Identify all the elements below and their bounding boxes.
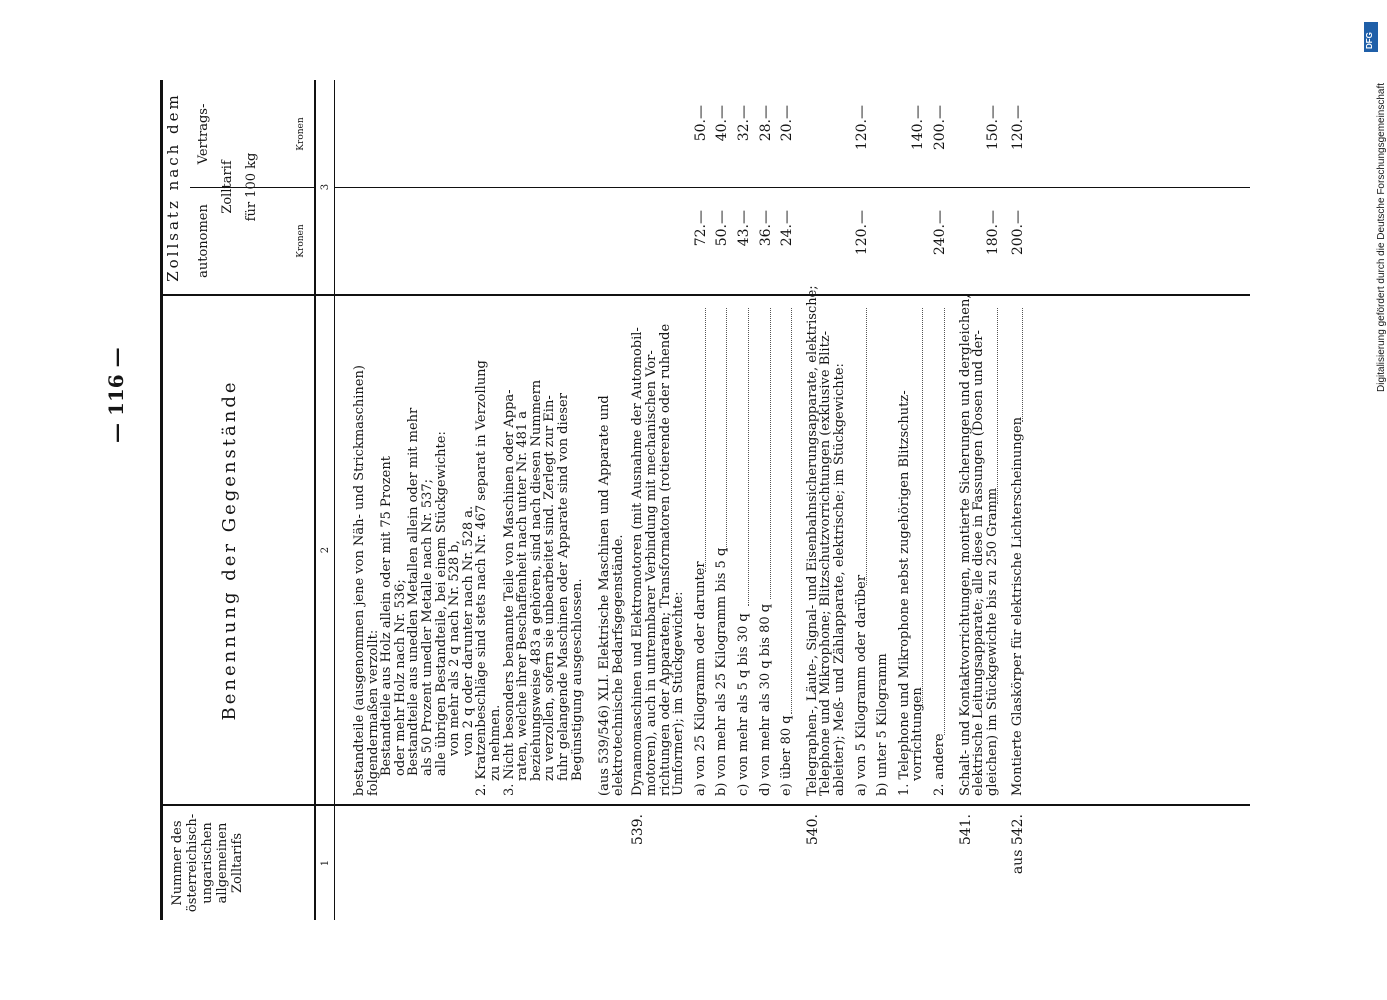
description-line: motoren), auch in untrennbarer Verbindung mit mechanischen Vor-	[644, 350, 659, 796]
treaty-rate: 200.—	[932, 105, 948, 151]
description-line: a) von 5 Kilogramm oder darüber	[853, 574, 869, 796]
description-line: Umformer); im Stückgewichte:	[671, 591, 687, 796]
autonomous-rate: 240.—	[932, 210, 948, 256]
description-line: bestandteile (ausgenommen jene von Näh- und Strickmaschinen)	[352, 365, 367, 796]
dot-leader	[944, 308, 945, 735]
dot-leader	[922, 308, 923, 708]
description-line: elektrotechnische Bedarfsgegenstände.	[610, 534, 626, 796]
header-currency-b: Kronen	[296, 117, 306, 151]
colnum-1: 1	[320, 859, 331, 867]
treaty-rate: 140.—	[910, 105, 927, 151]
digitization-credit	[1362, 12, 1387, 392]
treaty-rate: 20.—	[779, 105, 796, 142]
dfg-logo: DFG	[1364, 22, 1378, 52]
description-line: raten, welche ihrer Beschaffenheit nach unter Nr. 481 a	[515, 410, 531, 781]
treaty-rate: 120.—	[1010, 105, 1027, 151]
description-line: 1. Telephone und Mikrophone nebst zugehörigen Blitzschutz-	[896, 390, 912, 796]
description-line: Telephone und Mikrophone; Blitzschutzvorrichtungen (exklusive Blitz-	[818, 330, 834, 796]
tariff-number: 541.	[957, 814, 974, 846]
description-line: folgendermaßen verzollt:	[365, 629, 381, 796]
description-line: Bestandteile aus unedlen Metallen allein oder mit mehr	[406, 407, 422, 776]
description-line: alle übrigen Bestandteile, bei einem Stückgewichte:	[433, 431, 449, 776]
description-line: (aus 539/546) XLI. Elektrische Maschinen und Apparate und	[597, 395, 613, 796]
description-line: vorrichtungen	[910, 687, 926, 781]
treaty-rate: 150.—	[984, 105, 1001, 151]
header-tariff: Zolltarif	[220, 160, 235, 214]
description-line: Dynamomaschinen und Elektromotoren (mit Ausnahme der Automobil-	[630, 327, 646, 796]
tariff-number: 540.	[804, 814, 821, 846]
description-line: d) von mehr als 30 q bis 80 q	[757, 603, 773, 796]
description-line: fuhr gelangende Maschinen oder Apparate sind von dieser	[556, 393, 571, 781]
colnum-rule	[334, 80, 335, 920]
description-line: gleichen) im Stückgewichte bis zu 250 Gramm	[984, 487, 1000, 796]
page-number: — 116 —	[104, 347, 128, 443]
description-line: von mehr als 2 q nach Nr. 528 b,	[447, 540, 463, 756]
header-autonomous: autonomen	[196, 204, 211, 278]
autonomous-rate: 120.—	[853, 210, 870, 256]
description-line: b) unter 5 Kilogramm	[875, 653, 891, 796]
dot-leader	[1022, 308, 1023, 422]
header-currency-a: Kronen	[296, 224, 306, 258]
description-line: ableiter); Meß- und Zählapparate, elektrische; im Stückgewichte:	[832, 363, 847, 796]
autonomous-rate: 200.—	[1010, 210, 1027, 256]
description-line: 2. andere	[932, 733, 947, 796]
description-line: richtungen oder Apparaten; Transformatoren (rotierende oder ruhende	[657, 323, 673, 796]
description-line: b) von mehr als 25 Kilogramm bis 5 q	[714, 547, 730, 796]
description-line: oder mehr Holz nach Nr. 536;	[392, 579, 408, 776]
description-line: zu nehmen.	[488, 704, 503, 781]
treaty-rate: 120.—	[853, 105, 870, 151]
dot-leader	[791, 308, 792, 714]
colnum-2: 2	[320, 546, 331, 554]
treaty-rate: 28.—	[757, 105, 774, 142]
autonomous-rate: 180.—	[984, 210, 1001, 256]
header-col1: Nummer des österreichisch-ungarischen allgemeinen Zolltarifs	[170, 813, 245, 913]
autonomous-rate: 50.—	[714, 210, 731, 247]
dot-leader	[726, 308, 727, 551]
header-treaty: Vertrags-	[196, 103, 211, 165]
tariff-table-page	[160, 80, 1250, 920]
description-line: e) über 80 q	[779, 715, 795, 796]
description-line: zu verzollen, sofern sie unbearbeitet sind. Zerlegt zur Ein-	[542, 395, 558, 781]
credit-text: Digitalisierung gefördert durch die Deutsche Forschungsgemeinschaft	[1376, 82, 1387, 392]
treaty-rate: 40.—	[714, 105, 731, 142]
treaty-rate: 32.—	[736, 105, 752, 142]
description-line: von 2 q oder darunter nach Nr. 528 a.	[460, 505, 476, 756]
autonomous-rate: 72.—	[692, 210, 709, 247]
colnum-3: 3	[320, 183, 331, 191]
description-line: beziehungsweise 483 a gehören, sind nach diesen Nummern	[528, 379, 544, 781]
description-line: c) von mehr als 5 q bis 30 q	[736, 613, 751, 796]
header-bottom-rule	[314, 80, 316, 920]
description-line: Begünstigung ausgeschlossen.	[569, 578, 585, 781]
description-line: Schalt- und Kontaktvorrichtungen, montierte Sicherungen und dergleichen,	[957, 294, 973, 796]
description-line: 3. Nicht besonders benannte Teile von Maschinen oder Appa-	[501, 389, 517, 796]
header-unit: für 100 kg	[244, 152, 259, 222]
dot-leader	[997, 308, 998, 504]
tariff-number: 539.	[630, 814, 647, 846]
dot-leader	[705, 308, 706, 572]
dot-leader	[770, 308, 771, 599]
description-line: Telegraphen-, Läute-, Signal- und Eisenbahnsicherungsapparate, elektrische;	[804, 285, 820, 796]
table-top-rule	[160, 80, 163, 920]
description-line: 2. Kratzenbeschläge sind stets nach Nr. 467 separat in Verzollung	[474, 360, 490, 796]
header-col2: Benennung der Gegenstände	[219, 379, 240, 721]
description-line: a) von 25 Kilogramm oder darunter	[692, 561, 708, 796]
autonomous-rate: 36.—	[757, 210, 774, 247]
description-line: als 50 Prozent unedler Metalle nach Nr. 537;	[420, 478, 435, 776]
autonomous-rate: 43.—	[736, 210, 752, 247]
dot-leader	[866, 308, 867, 585]
description-line: Montierte Glaskörper für elektrische Lichterscheinungen	[1010, 416, 1026, 796]
header-col3-title: Zollsatz nach dem	[164, 92, 182, 282]
autonomous-rate: 24.—	[779, 210, 796, 247]
dot-leader	[748, 308, 749, 606]
treaty-rate: 50.—	[692, 105, 709, 142]
col3-body-divider	[334, 187, 1250, 188]
description-line: Bestandteile aus Holz allein oder mit 75 Prozent	[379, 456, 395, 776]
tariff-number: aus 542.	[1010, 814, 1027, 875]
description-line: elektrische Leitungsapparate; alle diese in Fassungen (Dosen und der-	[971, 330, 987, 796]
